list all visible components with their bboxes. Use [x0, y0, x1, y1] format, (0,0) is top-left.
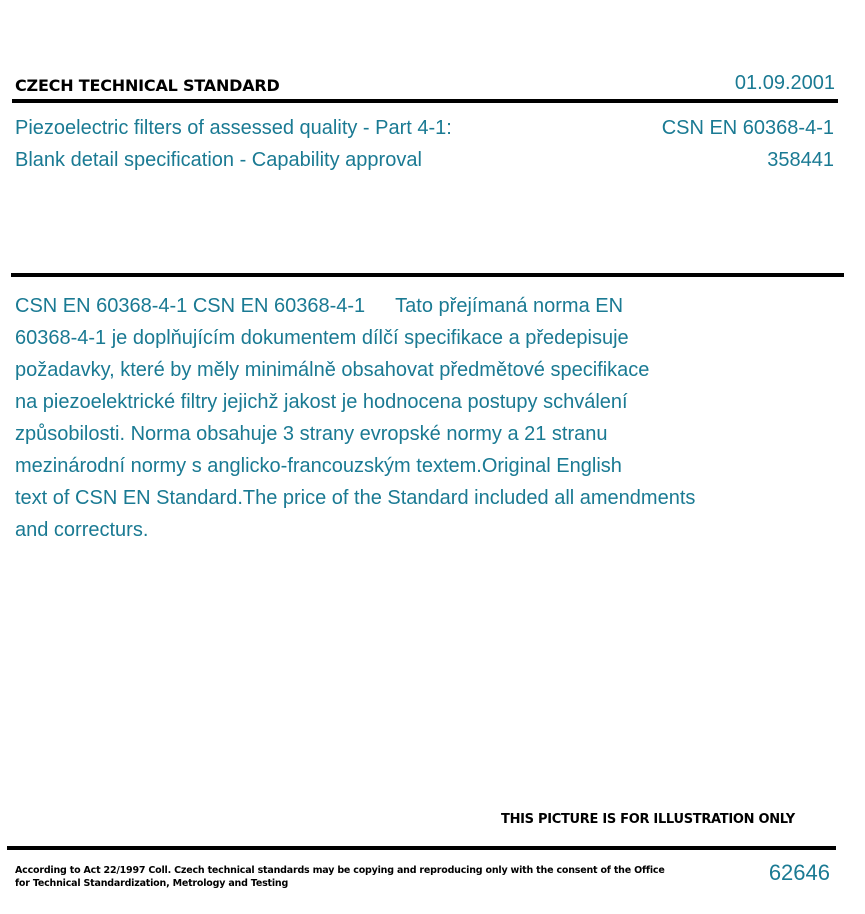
description-line: 60368-4-1 je doplňujícím dokumentem dílčí specifikace a předepisuje [15, 327, 629, 349]
standard-title-line-2: Blank detail specification - Capability approval [15, 149, 422, 171]
description-line: text of CSN EN Standard.The price of the Standard included all amendments [15, 487, 696, 509]
standard-code: CSN EN 60368-4-1 [661, 117, 834, 139]
publication-date: 01.09.2001 [734, 72, 835, 94]
legal-note-line-2: for Technical Standardization, Metrology and Testing [15, 878, 289, 889]
standard-title-line-1: Piezoelectric filters of assessed quality - Part 4-1: [15, 117, 452, 139]
section-divider [11, 273, 844, 277]
description-codes: CSN EN 60368-4-1 CSN EN 60368-4-1 [15, 295, 366, 317]
description-line: and correcturs. [15, 519, 149, 541]
description [15, 290, 775, 546]
footer-divider [7, 846, 836, 850]
description-line: CSN EN 60368-4-1 CSN EN 60368-4-1 Tato přejímaná norma EN [15, 295, 624, 317]
document-type-label: CZECH TECHNICAL STANDARD [15, 76, 280, 95]
description-line: požadavky, které by měly minimálně obsahovat předmětové specifikace [15, 359, 650, 381]
catalog-number: 358441 [767, 149, 834, 171]
illustration-disclaimer: THIS PICTURE IS FOR ILLUSTRATION ONLY [501, 812, 795, 827]
footer-code: 62646 [768, 860, 830, 885]
description-line: na piezoelektrické filtry jejichž jakost je hodnocena postupy schválení [15, 391, 628, 413]
legal-note-line-1: According to Act 22/1997 Coll. Czech technical standards may be copying and reproducing only with the consent of the Office [15, 865, 665, 876]
description-line: způsobilosti. Norma obsahuje 3 strany evropské normy a 21 stranu [15, 423, 608, 445]
header-divider [12, 99, 838, 103]
legal-note [15, 864, 665, 890]
description-line: mezinárodní normy s anglicko-francouzským textem.Original English [15, 455, 622, 477]
